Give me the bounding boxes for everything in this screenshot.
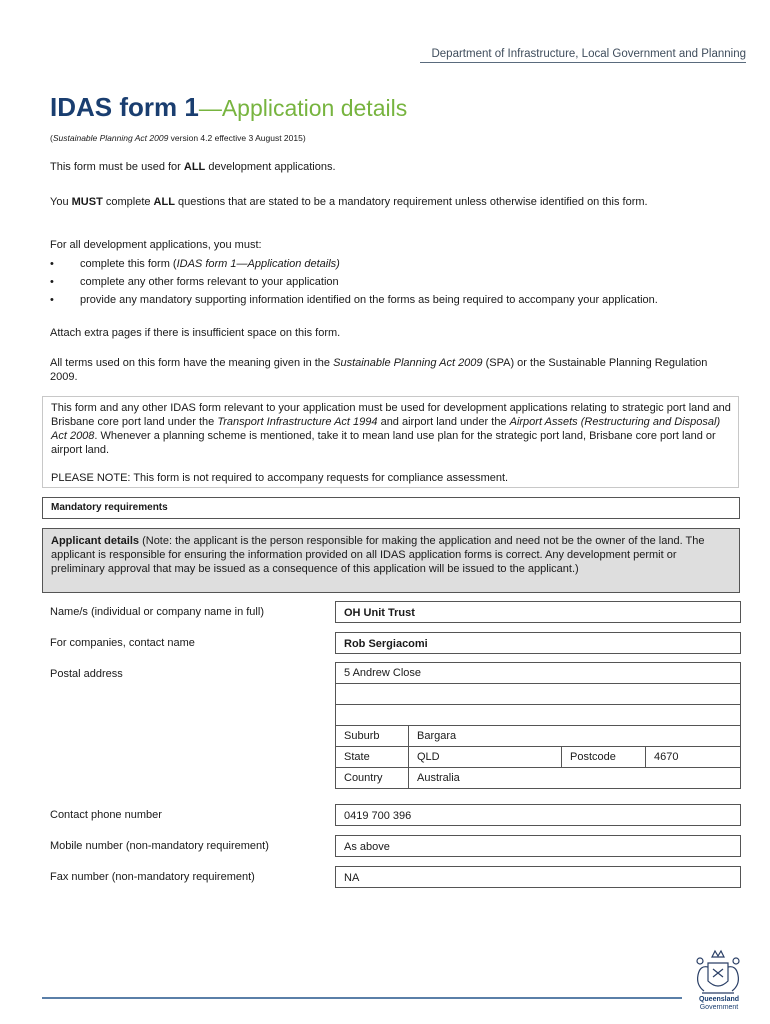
postcode-label: Postcode	[562, 747, 646, 768]
text: This form must be used for	[50, 161, 184, 173]
port-land-note	[42, 396, 739, 488]
text: complete any other forms relevant to your application	[80, 276, 339, 288]
intro-p5	[50, 356, 730, 384]
intro-p3: For all development applications, you must:	[50, 239, 262, 251]
applicant-note: (Note: the applicant is the person responsible for making the application and need not be the owner of the land. The applicant is responsible for ensuring the information provided on all IDAS application forms is correct. Any development permit or preliminary approval that may be issued as a consequence of this application will be issued to the applicant.)	[51, 535, 705, 575]
mobile-label: Mobile number (non-mandatory requirement)	[50, 840, 269, 852]
header-rule	[420, 62, 746, 63]
contact-name-label: For companies, contact name	[50, 637, 195, 649]
text: You	[50, 196, 72, 208]
text: development applications.	[205, 161, 336, 173]
text: MUST	[71, 196, 103, 208]
title-sub: —Application details	[198, 95, 408, 121]
postal-address-table	[335, 662, 741, 789]
footer-rule	[42, 997, 682, 999]
country-field[interactable]: Australia	[409, 768, 741, 789]
country-label: Country	[336, 768, 409, 789]
note-p2: PLEASE NOTE: This form is not required to accompany requests for compliance assessment.	[51, 472, 509, 484]
version-text: version 4.2 effective 3 August 2015)	[168, 133, 306, 143]
text: (SPA) or the Sustainable Planning Regulation 2009.	[50, 357, 708, 383]
postal-line-1-field[interactable]: 5 Andrew Close	[336, 663, 741, 684]
text: Airport Assets (Restructuring and Disposal) Act 2008	[51, 416, 721, 442]
phone-label: Contact phone number	[50, 809, 162, 821]
text: and airport land under the	[377, 416, 510, 428]
intro-p1	[50, 160, 730, 174]
list-item: • complete any other forms relevant to your application	[50, 276, 339, 288]
postal-line-2-field[interactable]	[336, 684, 741, 705]
applicant-heading: Applicant details	[51, 535, 140, 547]
contact-name-field[interactable]: Rob Sergiacomi	[335, 632, 741, 654]
text: Queensland	[698, 996, 740, 1003]
requirements-list	[50, 257, 730, 311]
text: complete	[102, 196, 154, 208]
name-label: Name/s (individual or company name in full)	[50, 606, 264, 618]
mobile-field[interactable]: As above	[335, 835, 741, 857]
title-main: IDAS form 1	[50, 92, 199, 122]
text: All terms used on this form have the meaning given in the	[50, 357, 334, 369]
postcode-field[interactable]: 4670	[646, 747, 741, 768]
page-title	[50, 92, 407, 123]
text: . Whenever a planning scheme is mentioned, take it to mean land use plan for the strategic port land, Brisbane core port land or airport land.	[51, 430, 716, 456]
form-version: (Sustainable Planning Act 2009 version 4.2 effective 3 August 2015)	[50, 133, 306, 143]
text: Sustainable Planning Act 2009	[333, 357, 483, 369]
text: questions that are stated to be a mandatory requirement unless otherwise identified on this form.	[174, 196, 648, 208]
postal-line-3-field[interactable]	[336, 705, 741, 726]
note-p1	[51, 401, 731, 457]
fax-field[interactable]: NA	[335, 866, 741, 888]
intro-p2	[50, 195, 730, 209]
phone-field[interactable]: 0419 700 396	[335, 804, 741, 826]
intro-p4: Attach extra pages if there is insufficient space on this form.	[50, 327, 341, 339]
mandatory-requirements-heading: Mandatory requirements	[42, 497, 740, 519]
list-item: • provide any mandatory supporting information identified on the forms as being required to accompany your application.	[50, 294, 658, 306]
name-field[interactable]: OH Unit Trust	[335, 601, 741, 623]
list-item: • complete this form (IDAS form 1—Application details)	[50, 258, 340, 270]
state-field[interactable]: QLD	[409, 747, 562, 768]
act-name: Sustainable Planning Act 2009	[52, 133, 169, 143]
queensland-government-logo-text	[690, 996, 748, 1012]
suburb-label: Suburb	[336, 726, 409, 747]
department-name: Department of Infrastructure, Local Government and Planning	[431, 48, 746, 60]
text: This form and any other IDAS form relevant to your application must be used for development applications relating to strategic port land and Brisbane core port land under the	[51, 402, 731, 428]
suburb-field[interactable]: Bargara	[409, 726, 741, 747]
text: provide any mandatory supporting information identified on the forms as being required to accompany your application.	[80, 294, 658, 306]
text: IDAS form 1—Application details)	[176, 258, 340, 270]
applicant-details-box	[42, 528, 740, 593]
text: Government	[699, 1004, 739, 1011]
text: ALL	[183, 161, 206, 173]
fax-label: Fax number (non-mandatory requirement)	[50, 871, 255, 883]
text: Transport Infrastructure Act 1994	[217, 416, 378, 428]
text: complete this form (	[80, 258, 177, 270]
text: ALL	[153, 196, 175, 208]
state-label: State	[336, 747, 409, 768]
postal-address-label: Postal address	[50, 668, 123, 680]
